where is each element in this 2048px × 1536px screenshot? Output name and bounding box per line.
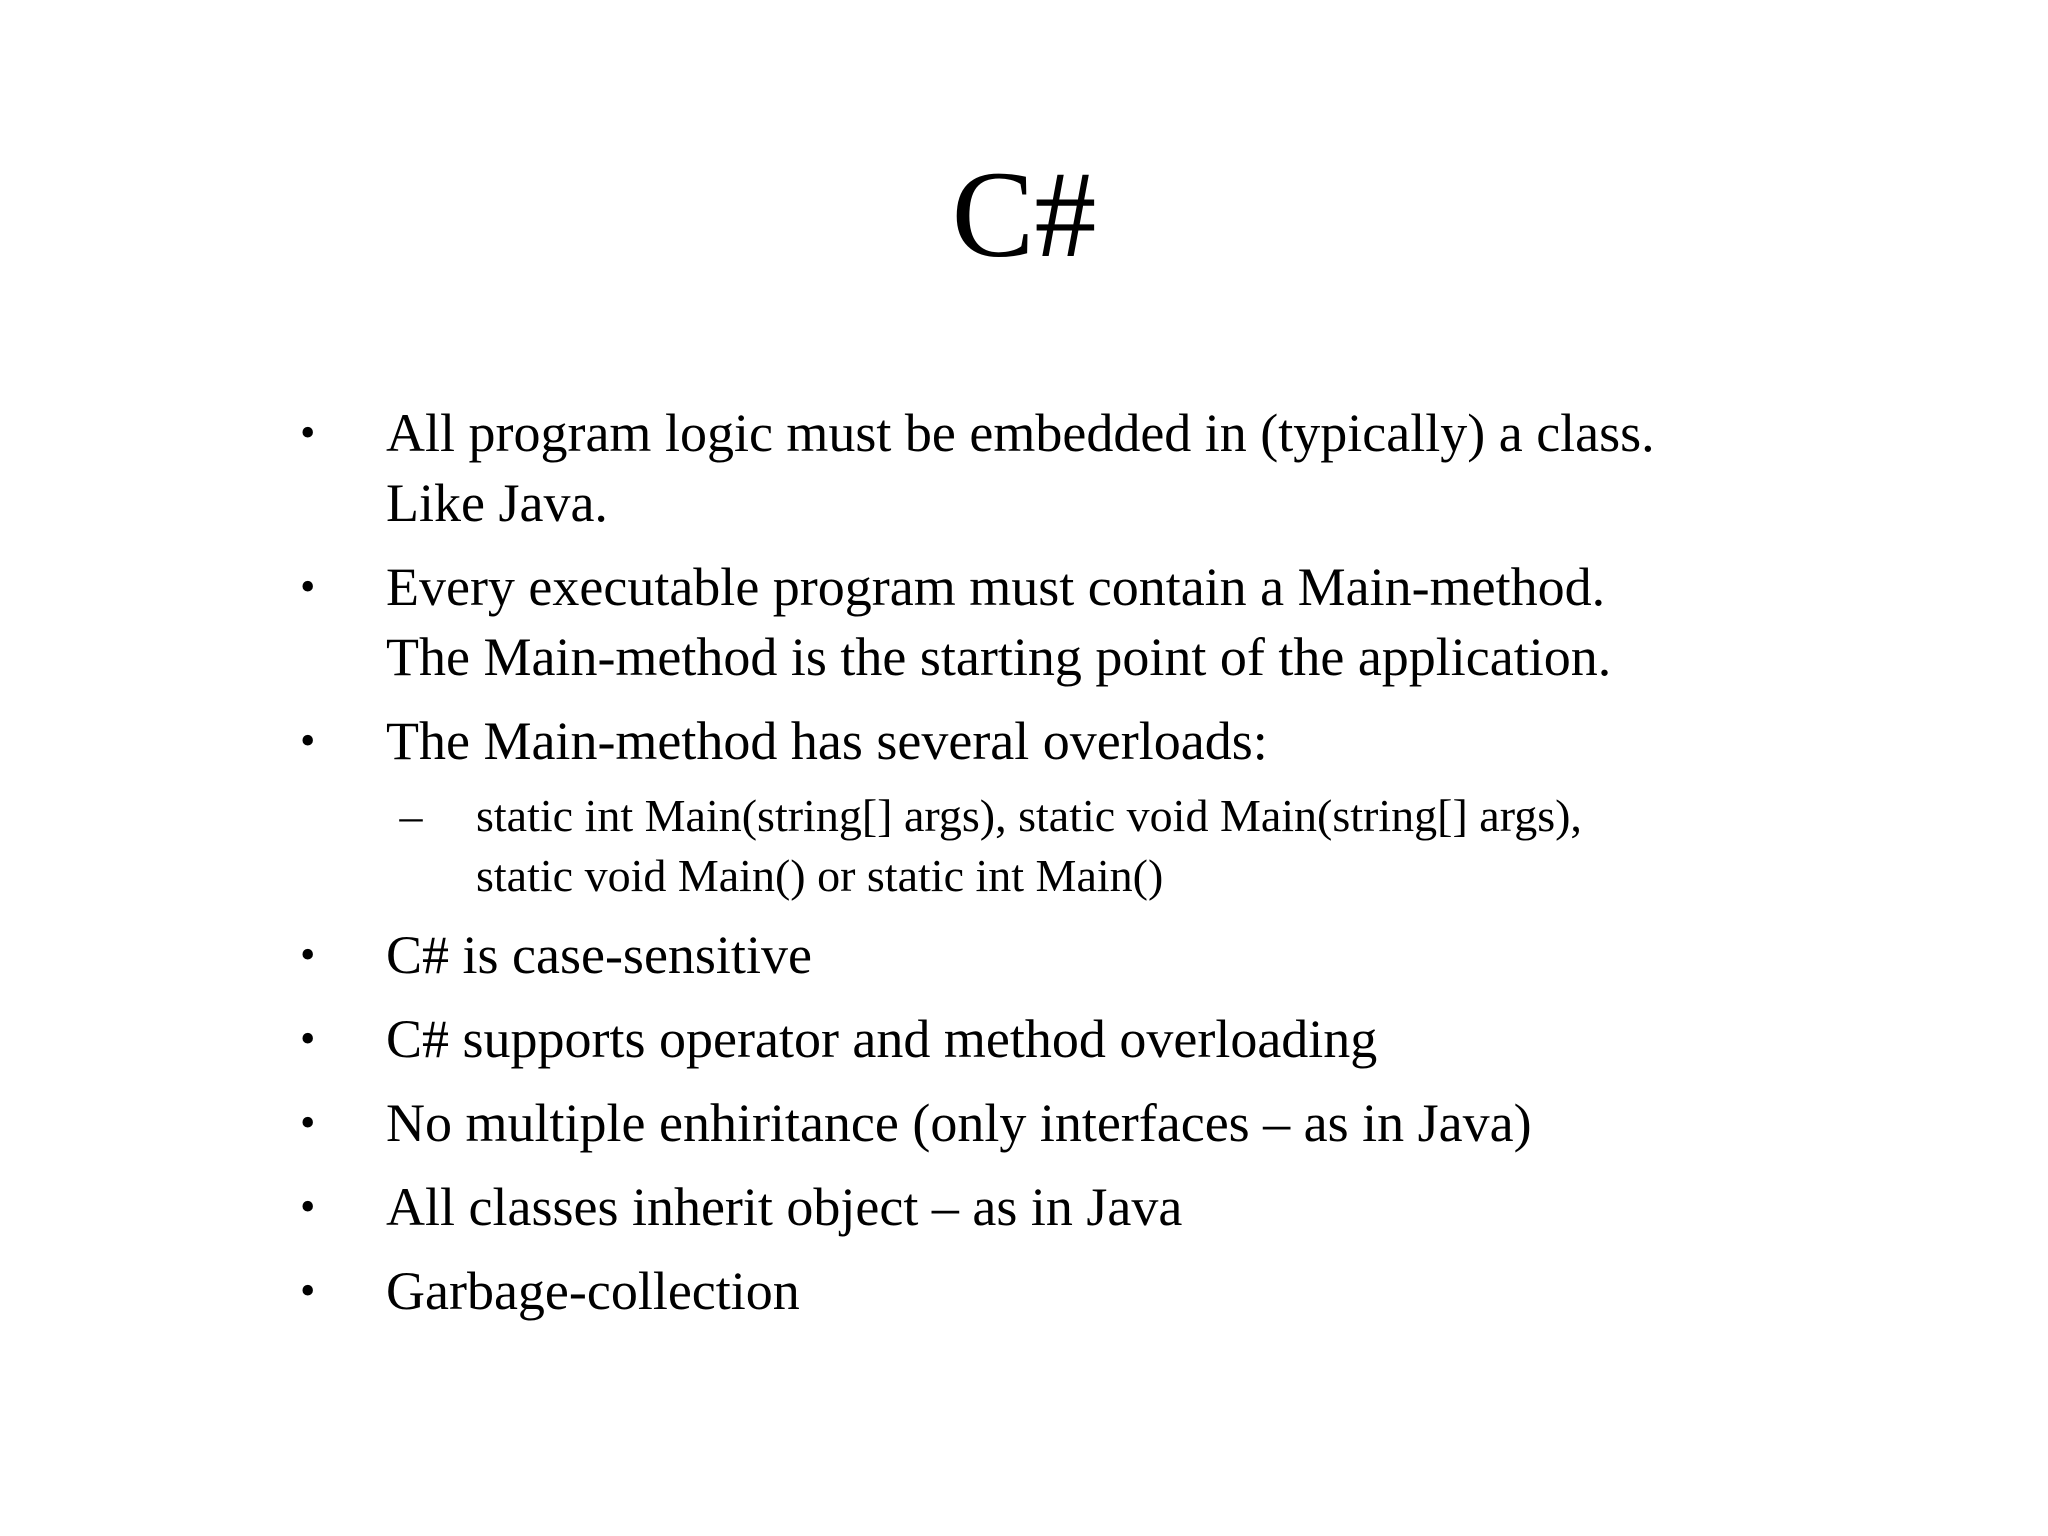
bullet-item xyxy=(300,1088,1800,1158)
sub-bullet-item xyxy=(386,786,1800,906)
bullet-item xyxy=(300,1256,1800,1326)
sub-bullet-marker: – xyxy=(399,790,423,841)
bullet-marker: • xyxy=(300,562,316,611)
bullet-marker: • xyxy=(300,1182,316,1231)
bullet-item xyxy=(300,552,1800,692)
bullet-text: Garbage-collection xyxy=(386,1261,800,1321)
bullet-marker: • xyxy=(300,408,316,457)
bullet-marker: • xyxy=(300,1014,316,1063)
bullet-marker: • xyxy=(300,1098,316,1147)
bullet-item xyxy=(300,920,1800,990)
bullet-text: C# is case-sensitive xyxy=(386,925,812,985)
bullet-text: Every executable program must contain a Main-method. The Main-method is the starting point of the application. xyxy=(386,557,1612,687)
bullet-list xyxy=(300,398,1800,1340)
bullet-text: All classes inherit object – as in Java xyxy=(386,1177,1183,1237)
sub-bullet-text: static int Main(string[] args), static void Main(string[] args), static void Main() or static int Main() xyxy=(476,790,1582,901)
bullet-text: No multiple enhiritance (only interfaces – as in Java) xyxy=(386,1093,1532,1153)
sub-bullet-list xyxy=(386,786,1800,906)
bullet-item xyxy=(300,706,1800,906)
bullet-marker: • xyxy=(300,930,316,979)
bullet-text: C# supports operator and method overloading xyxy=(386,1009,1378,1069)
bullet-marker: • xyxy=(300,1266,316,1315)
bullet-text: All program logic must be embedded in (typically) a class. Like Java. xyxy=(386,403,1655,533)
bullet-item xyxy=(300,1172,1800,1242)
bullet-item xyxy=(300,1004,1800,1074)
bullet-marker: • xyxy=(300,716,316,765)
bullet-text: The Main-method has several overloads: xyxy=(386,711,1268,771)
bullet-item xyxy=(300,398,1800,538)
slide-title: C# xyxy=(951,146,1097,283)
